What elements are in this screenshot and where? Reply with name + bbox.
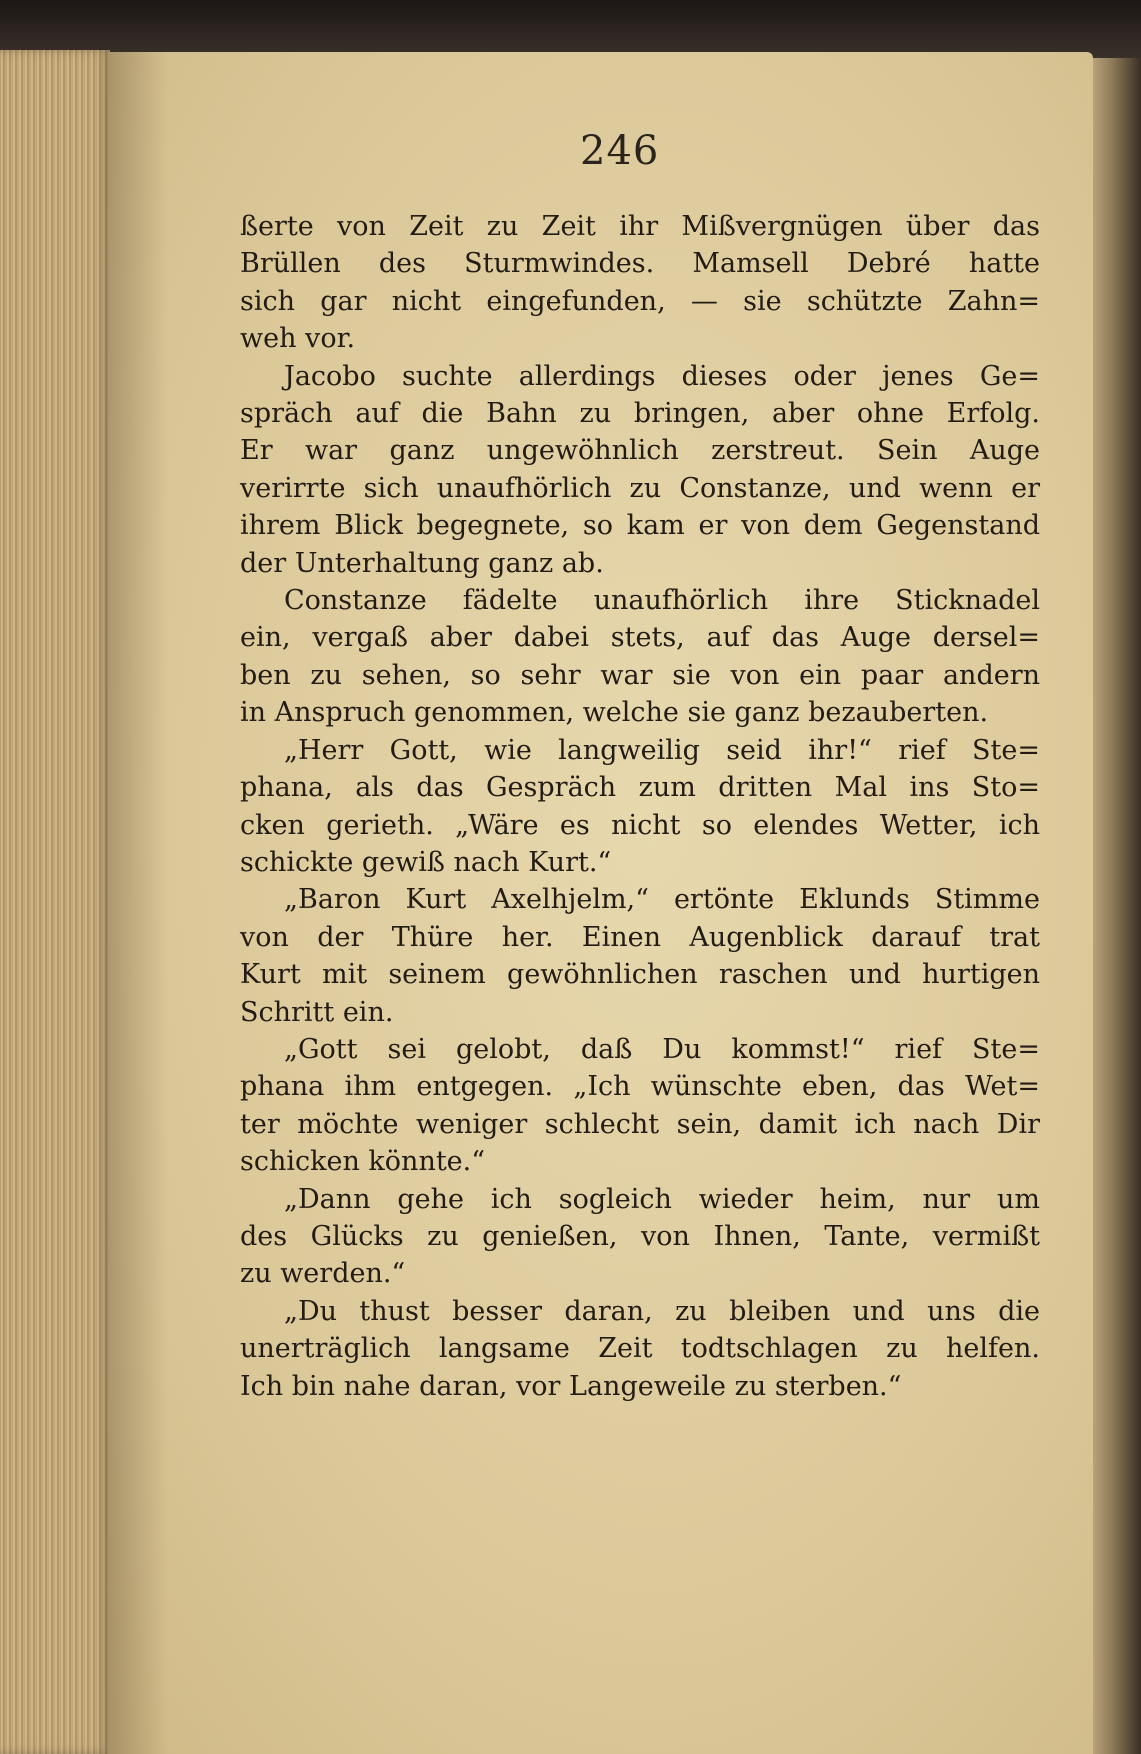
text-line: Constanze fädelte unaufhörlich ihre Sticknadel bbox=[284, 585, 1040, 617]
paragraph bbox=[240, 1293, 1040, 1405]
text-line: ein, vergaß aber dabei stets, auf das Auge dersel= bbox=[240, 622, 1040, 654]
text-line: Ich bin nahe daran, vor Langeweile zu sterben.“ bbox=[240, 1370, 902, 1402]
text-line: Kurt mit seinem gewöhnlichen raschen und hurtigen bbox=[240, 959, 1040, 991]
text-line: sich gar nicht eingefunden, — sie schützte Zahn= bbox=[240, 285, 1040, 317]
paragraph bbox=[240, 208, 1040, 358]
text-line: „Herr Gott, wie langweilig seid ihr!“ rief Ste= bbox=[284, 734, 1040, 766]
text-line: der Unterhaltung ganz ab. bbox=[240, 547, 604, 579]
page-number: 246 bbox=[580, 128, 660, 174]
text-line: verirrte sich unaufhörlich zu Constanze, und wenn er bbox=[240, 472, 1040, 504]
paragraph bbox=[240, 881, 1040, 1031]
paragraph bbox=[240, 732, 1040, 882]
text-line: unerträglich langsame Zeit todtschlagen zu helfen. bbox=[240, 1333, 1040, 1365]
paragraph bbox=[240, 1031, 1040, 1181]
text-line: ßerte von Zeit zu Zeit ihr Mißvergnügen über das bbox=[240, 211, 1040, 242]
text-line: zu werden.“ bbox=[240, 1258, 406, 1290]
facing-page-edge bbox=[1093, 58, 1141, 1754]
paragraph bbox=[240, 1181, 1040, 1293]
text-line: schickte gewiß nach Kurt.“ bbox=[240, 846, 612, 878]
text-line: von der Thüre her. Einen Augenblick darauf trat bbox=[240, 921, 1040, 953]
text-line: ben zu sehen, so sehr war sie von ein paar andern bbox=[240, 659, 1040, 691]
text-line: ihrem Blick begegnete, so kam er von dem Gegenstand bbox=[240, 510, 1040, 542]
text-line: „Baron Kurt Axelhjelm,“ ertönte Eklunds Stimme bbox=[284, 884, 1040, 916]
text-line: spräch auf die Bahn zu bringen, aber ohne Erfolg. bbox=[240, 398, 1040, 430]
background-band bbox=[0, 0, 1141, 58]
text-line: phana, als das Gespräch zum dritten Mal ins Sto= bbox=[240, 772, 1040, 804]
text-line: phana ihm entgegen. „Ich wünschte eben, das Wet= bbox=[240, 1071, 1040, 1103]
paragraph bbox=[240, 582, 1040, 732]
text-line: in Anspruch genommen, welche sie ganz bezauberten. bbox=[240, 697, 989, 729]
text-line: des Glücks zu genießen, von Ihnen, Tante, vermißt bbox=[240, 1220, 1040, 1252]
paragraph bbox=[240, 358, 1040, 582]
text-line: schicken könnte.“ bbox=[240, 1146, 486, 1178]
text-line: „Dann gehe ich sogleich wieder heim, nur um bbox=[284, 1183, 1040, 1215]
body-text bbox=[240, 208, 1040, 1405]
text-line: Jacobo suchte allerdings dieses oder jenes Ge= bbox=[284, 360, 1040, 392]
text-line: „Gott sei gelobt, daß Du kommst!“ rief Ste= bbox=[284, 1033, 1040, 1065]
page-edges bbox=[0, 50, 110, 1754]
text-line: Schritt ein. bbox=[240, 996, 394, 1028]
text-line: ter möchte weniger schlecht sein, damit ich nach Dir bbox=[240, 1108, 1040, 1140]
text-line: Er war ganz ungewöhnlich zerstreut. Sein Auge bbox=[240, 435, 1040, 467]
text-line: Brüllen des Sturmwindes. Mamsell Debré hatte bbox=[240, 248, 1040, 280]
text-line: cken gerieth. „Wäre es nicht so elendes Wetter, ich bbox=[240, 809, 1040, 841]
text-line: weh vor. bbox=[240, 323, 356, 355]
spine-shadow bbox=[108, 52, 168, 1754]
text-line: „Du thust besser daran, zu bleiben und uns die bbox=[284, 1295, 1040, 1327]
